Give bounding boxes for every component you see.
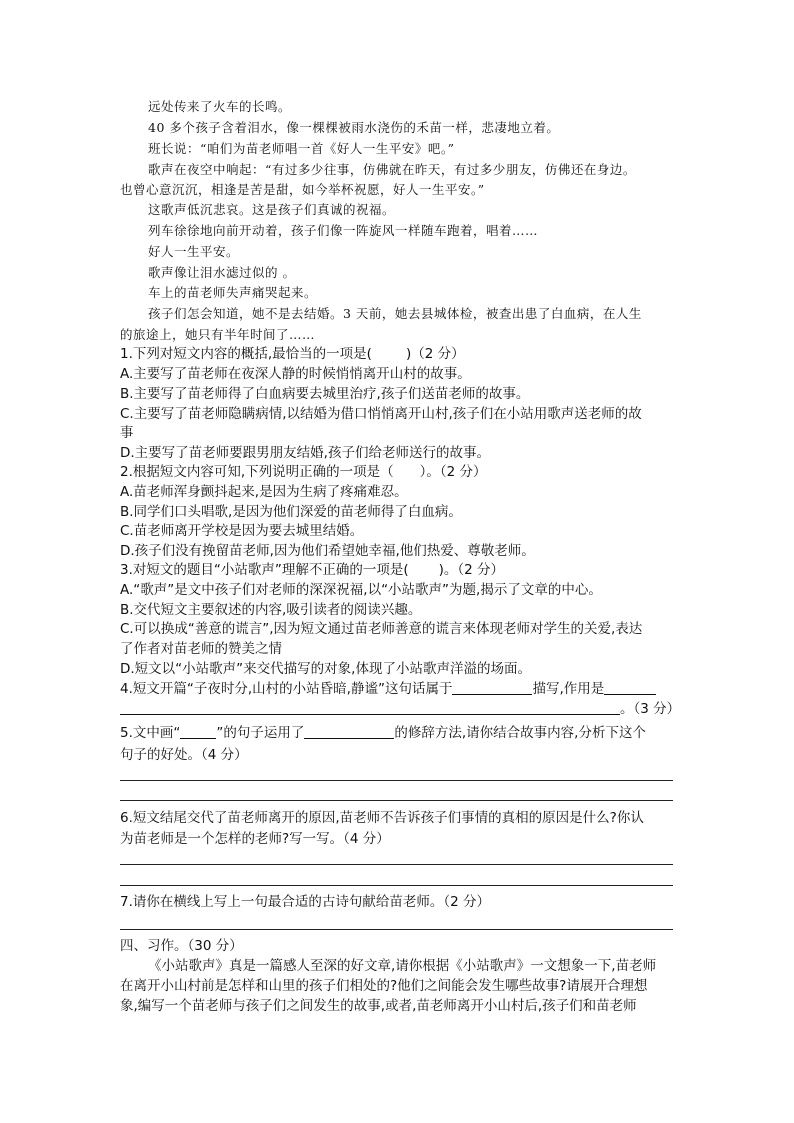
question-text: ”的句子运用了	[216, 725, 305, 741]
option-b: B.主要写了苗老师得了白血病要去城里治疗,孩子们送苗老师的故事。	[120, 386, 530, 402]
answer-line[interactable]	[120, 929, 673, 930]
question-score: )（2 分）	[405, 346, 465, 362]
option-d: D.短文以“小站歌声”来交代描写的对象,体现了小站歌声洋溢的场面。	[120, 661, 531, 677]
option-b: B.交代短文主要叙述的内容,吸引读者的阅读兴趣。	[120, 602, 422, 618]
section-heading: 四、习作。（30 分）	[120, 938, 243, 954]
story-paragraph: 列车徐徐地向前开动着，孩子们像一阵旋风一样随车跑着，唱着……	[148, 223, 539, 238]
story-paragraph: 歌声像让泪水滤过似的 。	[148, 265, 296, 280]
question-text: 4.短文开篇“子夜时分,山村的小站昏暗,静谧”这句话属于	[120, 681, 453, 697]
answer-line[interactable]	[120, 780, 673, 781]
story-paragraph: 远处传来了火车的长鸣。	[148, 99, 292, 114]
story-paragraph: 班长说：“咱们为苗老师唱一首《好人一生平安》吧。”	[148, 141, 455, 156]
option-c-continued: 事	[120, 425, 134, 441]
underline-sample	[180, 724, 216, 739]
story-paragraph: 孩子们怎会知道，她不是去结婚。3 天前，她去县城体检，被查出患了白血病，在人生	[148, 306, 642, 321]
story-paragraph: 这歌声低沉悲哀。这是孩子们真诚的祝福。	[148, 202, 396, 217]
question-1-stem	[120, 345, 465, 363]
question-text: 3.对短文的题目“小站歌声”理解不正确的一项是(	[120, 562, 409, 578]
option-a: A.苗老师浑身颤抖起来,是因为生病了疼痛难忍。	[120, 484, 408, 500]
question-6-stem: 6.短文结尾交代了苗老师离开的原因,苗老师不告诉孩子们事情的真相的原因是什么?你认	[120, 810, 644, 826]
story-paragraph: 歌声在夜空中响起：“有过多少往事，仿佛就在昨天，有过多少朋友，仿佛还在身边。	[148, 162, 636, 177]
question-6-line2: 为苗老师是一个怎样的老师?写一写。（4 分）	[120, 831, 390, 847]
option-d: D.主要写了苗老师要跟男朋友结婚,孩子们给老师送行的故事。	[120, 445, 490, 461]
option-c: C.可以换成“善意的谎言”,因为短文通过苗老师善意的谎言来体现老师对学生的关爱,表达	[120, 621, 643, 637]
option-c: C.苗老师离开学校是因为要去城里结婚。	[120, 523, 364, 539]
essay-prompt-continued: 在离开小山村前是怎样和山里的孩子们相处的?他们之间能会发生哪些故事?请展开合理想	[120, 978, 648, 994]
option-d: D.孩子们没有挽留苗老师,因为他们希望她幸福,他们热爱、尊敬老师。	[120, 543, 535, 559]
answer-line[interactable]	[120, 885, 673, 886]
answer-line[interactable]	[120, 800, 673, 801]
fill-blank[interactable]	[120, 700, 620, 715]
question-text: 的修辞方法,请你结合故事内容,分析下这个	[394, 725, 646, 741]
question-text: 5.文中画“	[120, 725, 181, 741]
fill-blank[interactable]	[304, 724, 394, 739]
option-b: B.同学们口头唱歌,是因为他们深爱的苗老师得了白血病。	[120, 504, 462, 520]
fill-blank[interactable]	[604, 680, 656, 695]
option-c-continued: 了作者对苗老师的赞美之情	[120, 641, 282, 657]
question-4-stem	[120, 680, 656, 698]
essay-prompt-continued: 象,编写一个苗老师与孩子们之间发生的故事,或者,苗老师离开小山村后,孩子们和苗老师	[120, 998, 637, 1014]
story-paragraph-continued: 的旅途上，她只有半年时间了……	[120, 327, 316, 342]
fill-blank[interactable]	[452, 680, 532, 695]
option-a: A.“歌声”是文中孩子们对老师的深深祝福,以“小站歌声”为题,揭示了文章的中心。	[120, 582, 602, 598]
question-text: 1.下列对短文内容的概括,最恰当的一项是(	[120, 346, 372, 362]
story-paragraph: 40 多个孩子含着泪水，像一棵棵被雨水浇伤的禾苗一样，悲凄地立着。	[148, 120, 560, 135]
question-3-stem	[120, 561, 504, 579]
question-score: ）。（2 分）	[419, 464, 487, 480]
answer-line[interactable]	[120, 864, 673, 865]
question-2-stem	[120, 463, 487, 481]
question-score: )。（2 分）	[438, 562, 505, 578]
question-text: 2.根据短文内容可知,下列说明正确的一项是（	[120, 464, 394, 480]
question-5-line2: 句子的好处。（4 分）	[120, 747, 248, 763]
essay-prompt: 《小站歌声》真是一篇感人至深的好文章,请你根据《小站歌声》一文想象一下,苗老师	[148, 958, 657, 974]
question-7-stem: 7.请你在横线上写上一句最合适的古诗句献给苗老师。（2 分）	[120, 894, 491, 910]
question-4-answer-line	[120, 700, 680, 718]
option-c: C.主要写了苗老师隐瞒病情,以结婚为借口悄悄离开山村,孩子们在小站用歌声送老师的故	[120, 406, 642, 422]
question-5-stem	[120, 724, 646, 742]
story-paragraph: 好人一生平安。	[148, 244, 240, 259]
question-score: 。（3 分）	[620, 701, 681, 717]
story-paragraph: 车上的苗老师失声痛哭起来。	[148, 285, 318, 300]
option-a: A.主要写了苗老师在夜深人静的时候悄悄离开山村的故事。	[120, 366, 471, 382]
story-paragraph-continued: 也曾心意沉沉，相逢是苦是甜，如今举杯祝愿，好人一生平安。”	[120, 182, 485, 197]
question-text: 描写,作用是	[532, 681, 605, 697]
